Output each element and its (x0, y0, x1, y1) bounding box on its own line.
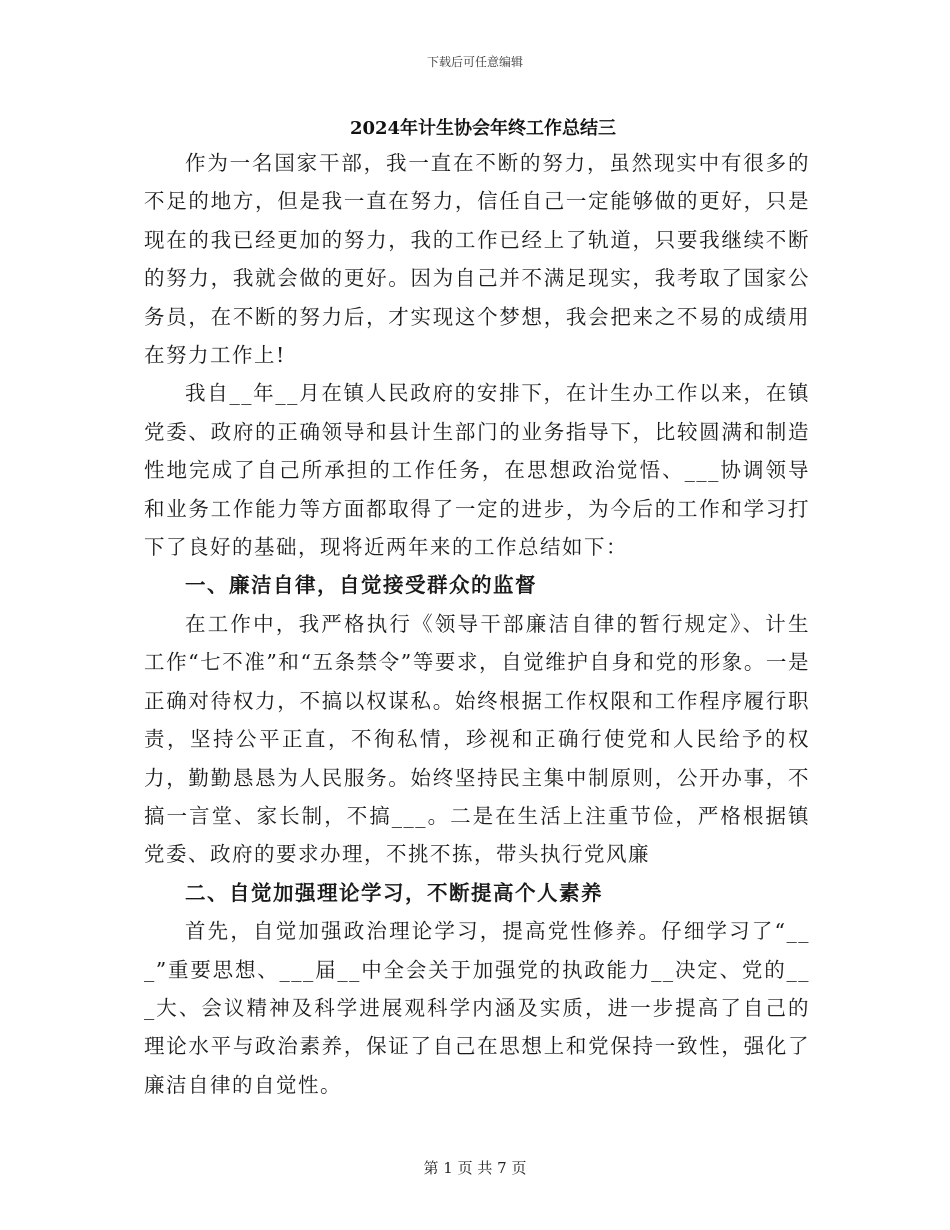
document-title: 2024年计生协会年终工作总结三 (349, 118, 617, 139)
section-heading-1: 一、廉洁自律，自觉接受群众的监督 (185, 573, 537, 598)
paragraph-intro: 作为一名国家干部，我一直在不断的努力，虽然现实中有很多的不足的地方，但是我一直在努力，信任自己一定能够做的更好，只是现在的我已经更加的努力，我的工作已经上了轨道，只要我继续不断的努力，我就会做的更好。因为自己并不满足现实，我考取了国家公务员，在不断的努力后，才实现这个梦想，我会把来之不易的成绩用在努力工作上! (144, 151, 810, 368)
section-heading-2: 二、自觉加强理论学习，不断提高个人素养 (185, 880, 603, 905)
header-note: 下载后可任意编辑 (426, 55, 523, 69)
page-footer: 第 1 页 共 7 页 (423, 1159, 527, 1177)
paragraph-section-2: 首先，自觉加强政治理论学习，提高党性修养。仔细学习了“___”重要思想、___届__中全会关于加强党的执政能力__决定、党的___大、会议精神及科学进展观科学内涵及实质，进一步提高了自己的理论水平与政治素养，保证了自己在思想上和党保持一致性，强化了廉洁自律的自觉性。 (144, 919, 810, 1097)
paragraph-section-1: 在工作中，我严格执行《领导干部廉洁自律的暂行规定》、计生工作“七不准”和“五条禁令”等要求，自觉维护自身和党的形象。一是正确对待权力，不搞以权谋私。始终根据工作权限和工作程序履行职责，坚持公平正直，不徇私情，珍视和正确行使党和人民给予的权力，勤勤恳恳为人民服务。始终坚持民主集中制原则，公开办事，不搞一言堂、家长制，不搞___。二是在生活上注重节俭，严格根据镇党委、政府的要求办理，不挑不拣，带头执行党风廉 (144, 611, 810, 867)
document-body (144, 144, 810, 1104)
paragraph-overview: 我自__年__月在镇人民政府的安排下，在计生办工作以来，在镇党委、政府的正确领导和县计生部门的业务指导下，比较圆满和制造性地完成了自己所承担的工作任务，在思想政治觉悟、___协调领导和业务工作能力等方面都取得了一定的进步，为今后的工作和学习打下了良好的基础，现将近两年来的工作总结如下： (144, 381, 810, 560)
